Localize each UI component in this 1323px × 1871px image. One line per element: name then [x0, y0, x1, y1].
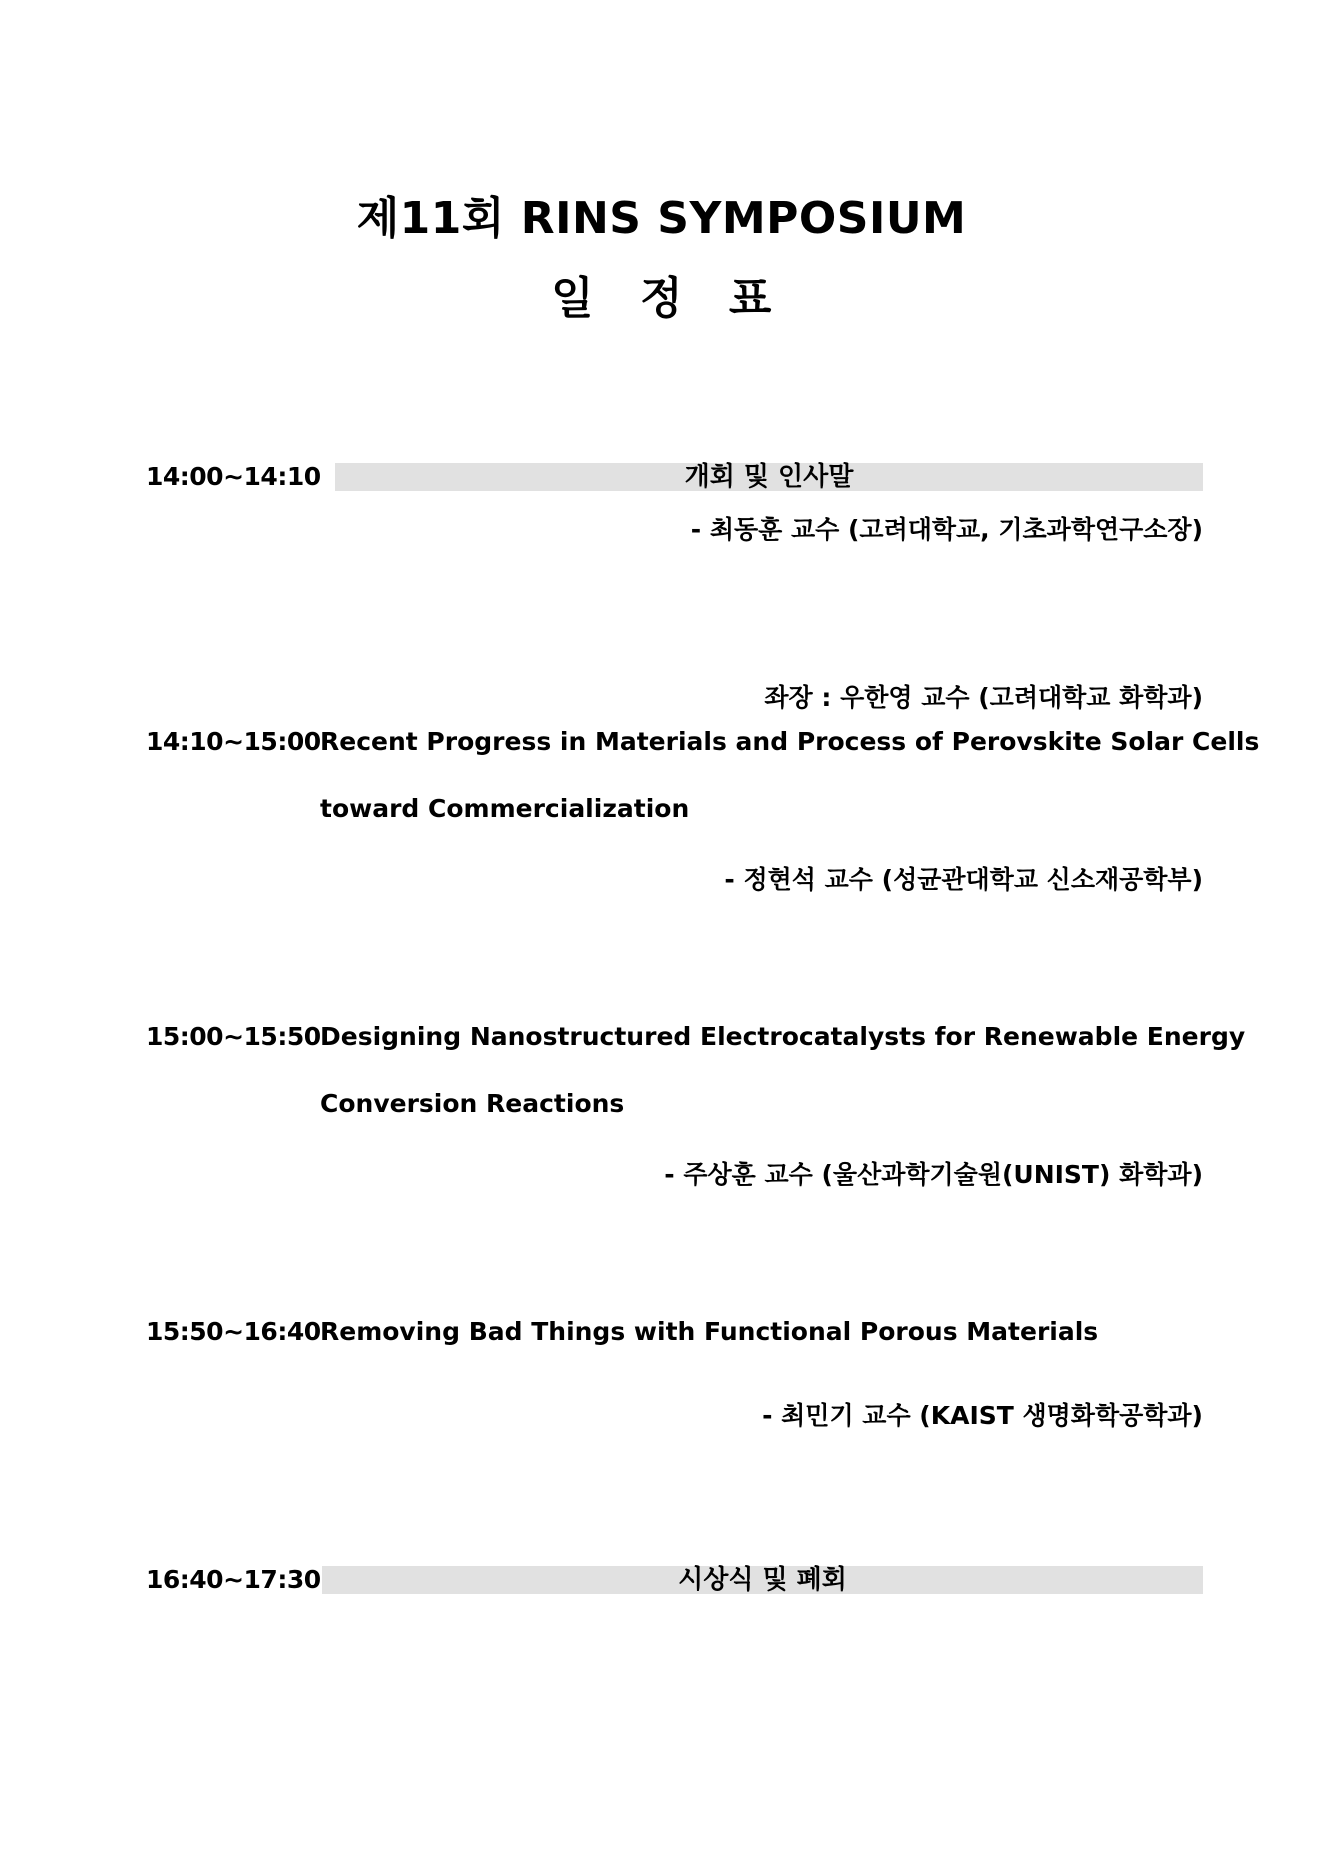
closing-bar: 시상식 및 폐회 — [322, 1566, 1203, 1594]
opening-time: 14:00~14:10 — [146, 462, 321, 491]
talk-2-time: 15:00~15:50 — [146, 1022, 321, 1051]
talk-2-title-line2: Conversion Reactions — [320, 1089, 625, 1118]
talk-3-title-line1: Removing Bad Things with Functional Porous Materials — [320, 1317, 1099, 1346]
session-chair: 좌장 : 우한영 교수 (고려대학교 화학과) — [764, 683, 1203, 712]
talk-2-title-line1: Designing Nanostructured Electrocatalysts for Renewable Energy — [320, 1022, 1246, 1051]
talk-1-title-line1: Recent Progress in Materials and Process of Perovskite Solar Cells — [320, 727, 1260, 756]
talk-1-title-line2: toward Commercialization — [320, 794, 690, 823]
page-subtitle: 일 정 표 — [551, 273, 772, 324]
opening-speaker: - 최동훈 교수 (고려대학교, 기초과학연구소장) — [690, 515, 1203, 544]
talk-1-speaker: - 정현석 교수 (성균관대학교 신소재공학부) — [724, 865, 1203, 894]
talk-1-time: 14:10~15:00 — [146, 727, 321, 756]
closing-time: 16:40~17:30 — [146, 1565, 321, 1594]
talk-3-speaker: - 최민기 교수 (KAIST 생명화학공학과) — [762, 1401, 1203, 1430]
page-title: 제11회 RINS SYMPOSIUM — [356, 193, 967, 244]
talk-2-speaker: - 주상훈 교수 (울산과학기술원(UNIST) 화학과) — [664, 1160, 1203, 1189]
opening-bar: 개회 및 인사말 — [335, 463, 1203, 491]
talk-3-time: 15:50~16:40 — [146, 1317, 321, 1346]
